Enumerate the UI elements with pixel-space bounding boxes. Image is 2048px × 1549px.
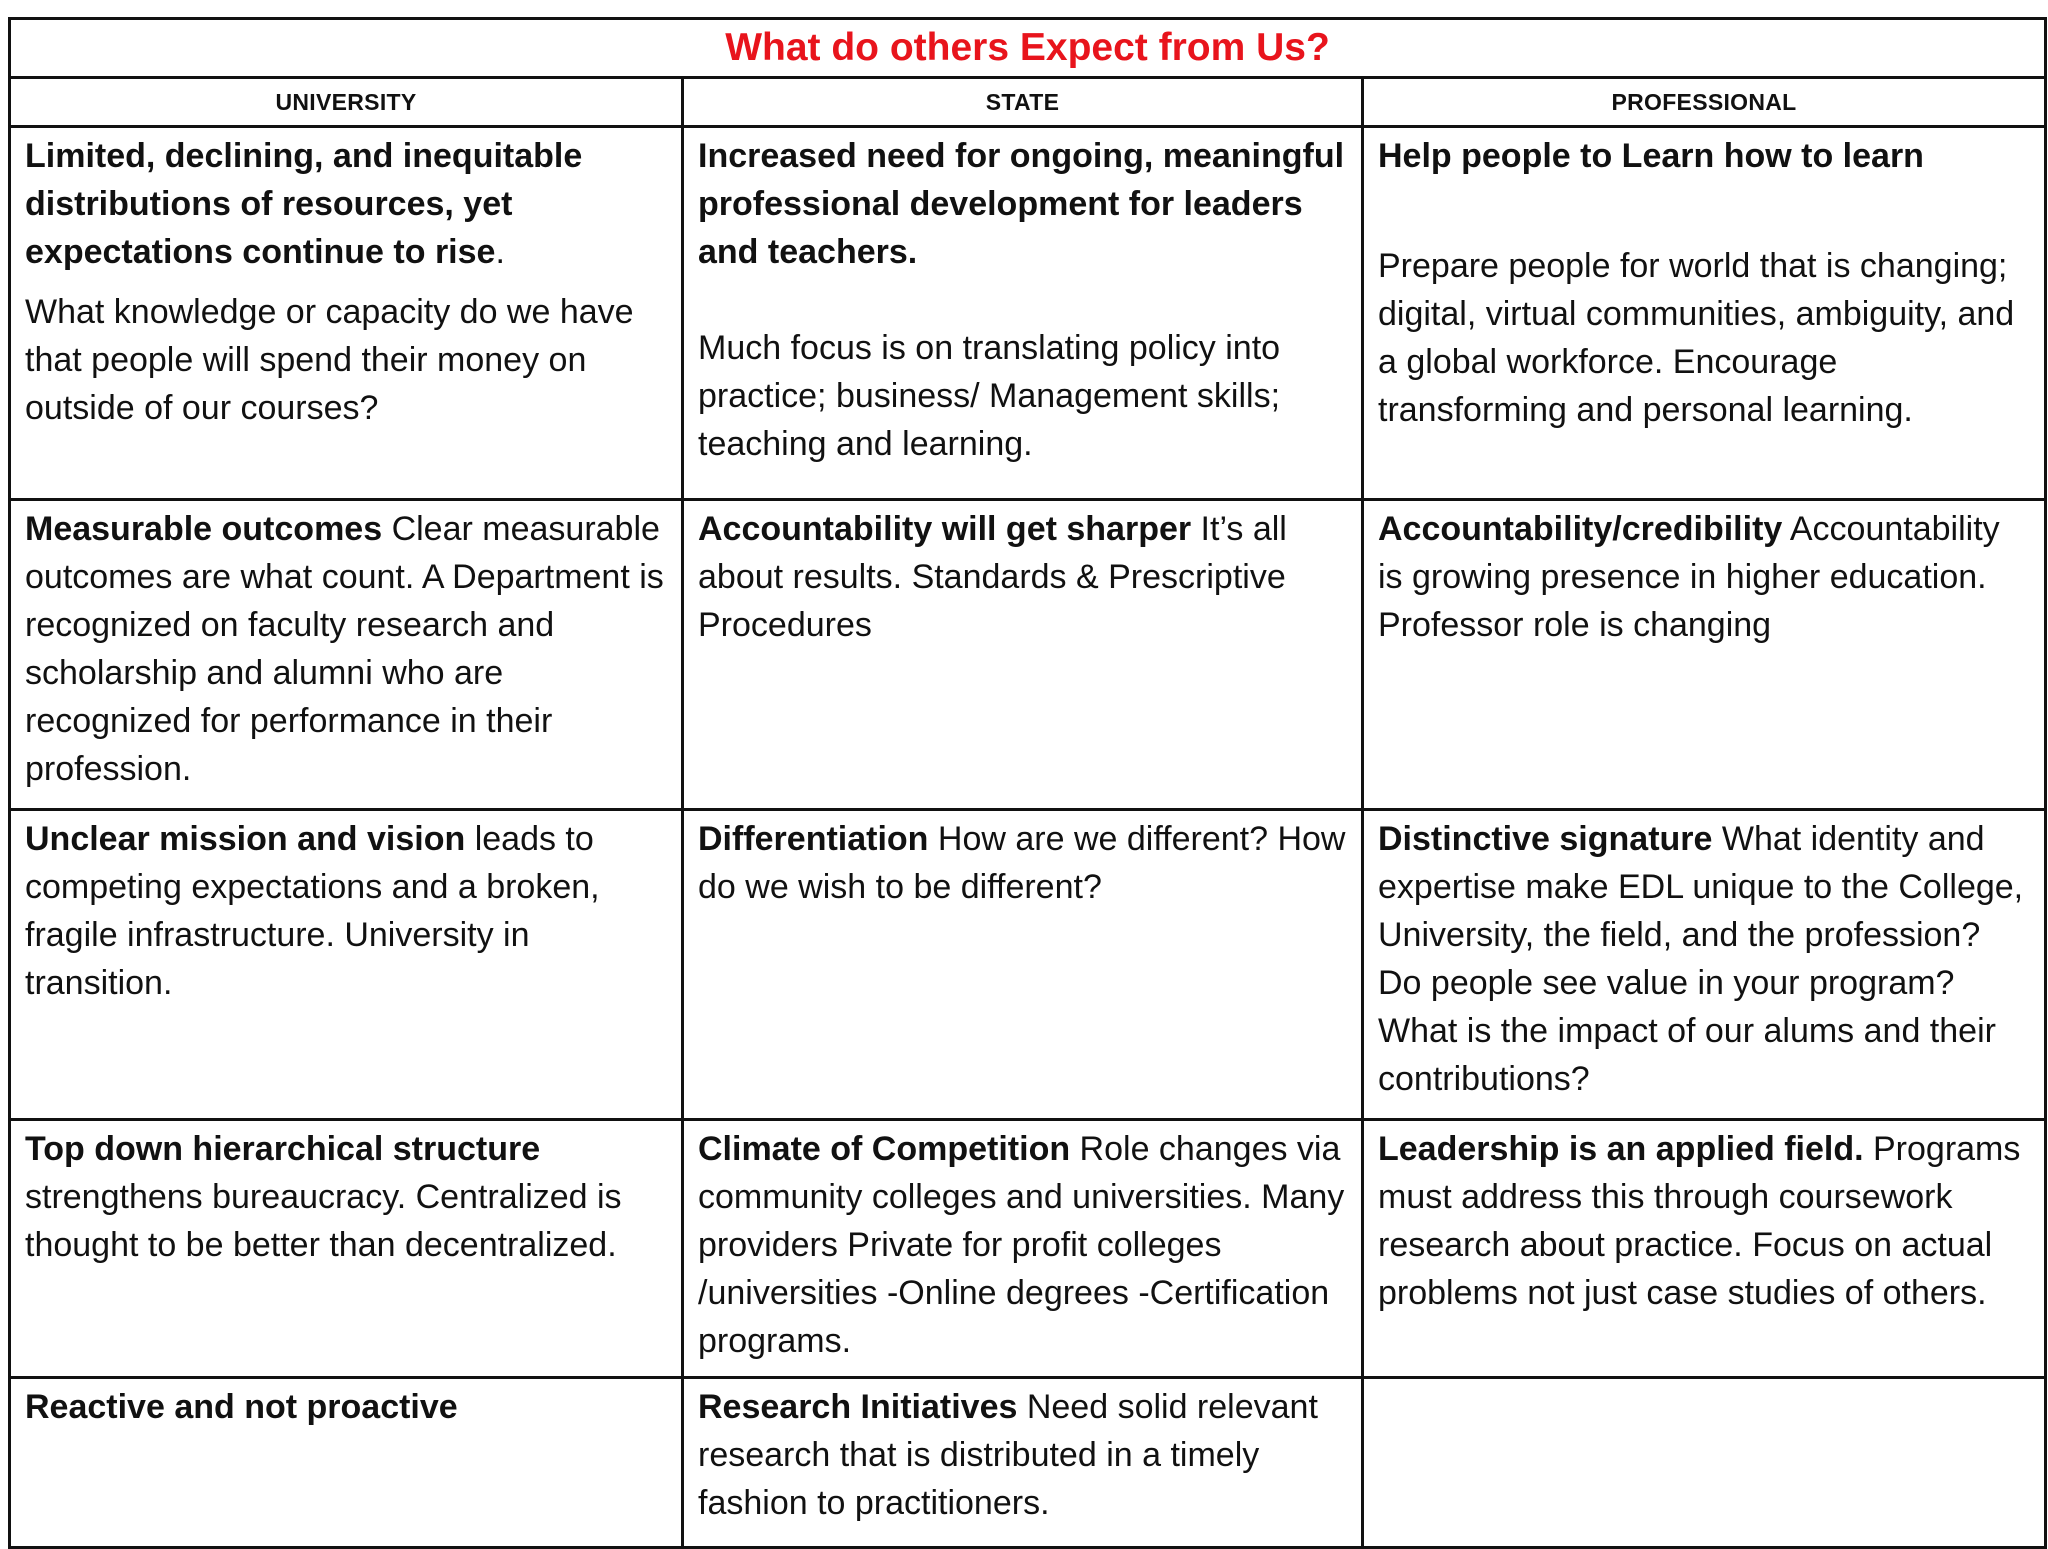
cell-paragraph: [25, 1383, 667, 1431]
cell-text: How are we different? How do we wish to be different?: [698, 820, 1346, 906]
cell-text: Role changes via community colleges and universities. Many providers Private for profit colleges /universities -Online degrees -Certification programs.: [698, 1130, 1345, 1360]
table-cell-state: [683, 500, 1363, 810]
table-cell-professional: [1363, 1120, 2046, 1378]
cell-heading: Increased need for ongoing, meaningful professional development for leaders and teachers.: [698, 137, 1345, 271]
expectations-table: [8, 17, 2047, 1549]
cell-heading: Research Initiatives: [698, 1388, 1018, 1426]
cell-extra-text: Much focus is on translating policy into practice; business/ Management skills; teaching and learning.: [698, 329, 1281, 463]
cell-text: leads to competing expectations and a broken, fragile infrastructure. University in transition.: [25, 820, 600, 1002]
cell-paragraph: [698, 1383, 1347, 1527]
header-row: [10, 78, 2046, 127]
cell-paragraph: [1378, 1125, 2030, 1317]
table-row: [10, 810, 2046, 1120]
page-title: What do others Expect from Us?: [725, 26, 1330, 69]
cell-heading: Unclear mission and vision: [25, 820, 466, 858]
table-cell-state: [683, 810, 1363, 1120]
table-row: [10, 127, 2046, 500]
cell-paragraph: [698, 815, 1347, 911]
cell-paragraph: [25, 132, 667, 276]
table-cell-university: [10, 1378, 683, 1548]
table-cell-university: [10, 1120, 683, 1378]
cell-paragraph: [698, 505, 1347, 649]
cell-heading: Leadership is an applied field.: [1378, 1130, 1864, 1168]
column-header-state: STATE: [683, 78, 1363, 127]
cell-paragraph: [698, 1125, 1347, 1365]
cell-extra-text: What knowledge or capacity do we have that people will spend their money on outside of our courses?: [25, 293, 634, 427]
cell-paragraph: [1378, 815, 2030, 1103]
table-cell-university: [10, 810, 683, 1120]
table-cell-professional-empty: [1363, 1378, 2046, 1548]
table-cell-professional: [1363, 810, 2046, 1120]
cell-heading: Accountability/credibility: [1378, 510, 1783, 548]
cell-heading: Help people to Learn how to learn: [1378, 137, 1924, 175]
cell-heading: Reactive and not proactive: [25, 1388, 458, 1426]
table-cell-professional: [1363, 500, 2046, 810]
cell-text: Need solid relevant research that is distributed in a timely fashion to practitioners.: [698, 1388, 1318, 1522]
cell-text: Accountability is growing presence in higher education. Professor role is changing: [1378, 510, 2000, 644]
table-cell-professional: [1363, 127, 2046, 500]
cell-heading: Accountability will get sharper: [698, 510, 1192, 548]
table-row: [10, 1120, 2046, 1378]
expectations-slide: [8, 17, 2044, 1547]
cell-text: Clear measurable outcomes are what count. A Department is recognized on faculty research and scholarship and alumni who are recognized for performance in their profession.: [25, 510, 664, 788]
table-cell-state: [683, 1378, 1363, 1548]
table-cell-state: [683, 1120, 1363, 1378]
column-header-university: UNIVERSITY: [10, 78, 683, 127]
cell-heading: Differentiation: [698, 820, 929, 858]
cell-paragraph: [25, 815, 667, 1007]
column-header-professional: PROFESSIONAL: [1363, 78, 2046, 127]
table-cell-state: [683, 127, 1363, 500]
cell-paragraph: [25, 505, 667, 793]
title-cell: [10, 19, 2046, 78]
cell-paragraph: [1378, 505, 2030, 649]
cell-heading: Top down hierarchical structure: [25, 1130, 541, 1168]
cell-text: What identity and expertise make EDL unique to the College, University, the field, and the profession? Do people see value in your program? What is the impact of our alums and their contributions?: [1378, 820, 2024, 1098]
cell-text: Programs must address this through coursework research about practice. Focus on actual problems not just case studies of others.: [1378, 1130, 2021, 1312]
table-cell-university: [10, 127, 683, 500]
cell-paragraph: [25, 1125, 667, 1269]
cell-heading: Climate of Competition: [698, 1130, 1071, 1168]
cell-text: strengthens bureaucracy. Centralized is thought to be better than decentralized.: [25, 1178, 622, 1264]
cell-heading: Measurable outcomes: [25, 510, 383, 548]
table-row: [10, 1378, 2046, 1548]
table-row: [10, 500, 2046, 810]
cell-heading: Limited, declining, and inequitable distributions of resources, yet expectations continue to rise: [25, 137, 583, 271]
cell-text: It’s all about results. Standards & Prescriptive Procedures: [698, 510, 1287, 644]
cell-text: .: [495, 233, 505, 271]
cell-extra-text: Prepare people for world that is changing; digital, virtual communities, ambiguity, and a global workforce. Encourage transforming and personal learning.: [1378, 247, 2015, 429]
cell-heading: Distinctive signature: [1378, 820, 1713, 858]
table-cell-university: [10, 500, 683, 810]
